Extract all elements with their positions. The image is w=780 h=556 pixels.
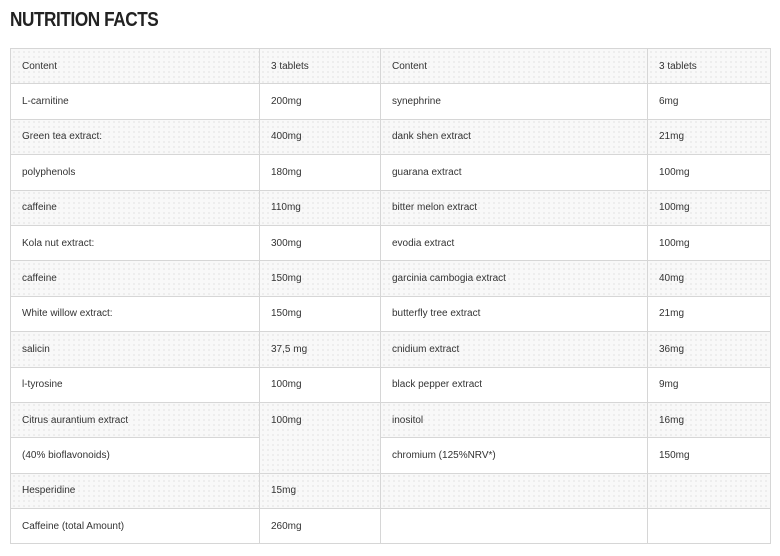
ingredient-name: Kola nut extract: — [11, 225, 260, 260]
table-row — [11, 225, 771, 260]
ingredient-name: (40% bioflavonoids) — [11, 438, 260, 473]
ingredient-amount: 6mg — [648, 84, 771, 119]
ingredient-name: butterfly tree extract — [381, 296, 648, 331]
table-row — [11, 438, 771, 473]
table-row — [11, 190, 771, 225]
ingredient-amount: 300mg — [260, 225, 381, 260]
table-row — [11, 332, 771, 367]
table-row — [11, 473, 771, 508]
ingredient-amount: 15mg — [260, 473, 381, 508]
table-row — [11, 84, 771, 119]
ingredient-name: caffeine — [11, 261, 260, 296]
ingredient-name: Green tea extract: — [11, 119, 260, 154]
ingredient-amount: 40mg — [648, 261, 771, 296]
ingredient-amount: 36mg — [648, 332, 771, 367]
ingredient-amount: 150mg — [260, 261, 381, 296]
ingredient-name: garcinia cambogia extract — [381, 261, 648, 296]
ingredient-amount: 21mg — [648, 296, 771, 331]
table-row — [11, 119, 771, 154]
ingredient-name: chromium (125%NRV*) — [381, 438, 648, 473]
ingredient-name: salicin — [11, 332, 260, 367]
table-row — [11, 402, 771, 437]
ingredient-name: black pepper extract — [381, 367, 648, 402]
ingredient-name: guarana extract — [381, 155, 648, 190]
table-row — [11, 261, 771, 296]
table-row — [11, 296, 771, 331]
ingredient-name — [381, 473, 648, 508]
ingredient-amount: 100mg — [260, 367, 381, 402]
ingredient-name: bitter melon extract — [381, 190, 648, 225]
ingredient-amount: 150mg — [260, 296, 381, 331]
ingredient-amount: 21mg — [648, 119, 771, 154]
ingredient-amount: 260mg — [260, 509, 381, 544]
ingredient-amount: 100mg — [648, 155, 771, 190]
ingredient-name: Hesperidine — [11, 473, 260, 508]
ingredient-name: polyphenols — [11, 155, 260, 190]
header-amount-left: 3 tablets — [260, 49, 381, 84]
page-title: NUTRITION FACTS — [10, 9, 159, 31]
ingredient-amount: 100mg — [648, 190, 771, 225]
ingredient-amount: 150mg — [648, 438, 771, 473]
ingredient-name: caffeine — [11, 190, 260, 225]
ingredient-name — [381, 509, 648, 544]
ingredient-amount: 100mg — [260, 402, 381, 473]
ingredient-name: White willow extract: — [11, 296, 260, 331]
nutrition-table — [10, 48, 771, 544]
ingredient-amount: 180mg — [260, 155, 381, 190]
ingredient-amount — [648, 509, 771, 544]
ingredient-name: Caffeine (total Amount) — [11, 509, 260, 544]
table-row — [11, 509, 771, 544]
ingredient-name: L-carnitine — [11, 84, 260, 119]
ingredient-name: dank shen extract — [381, 119, 648, 154]
ingredient-amount — [648, 473, 771, 508]
ingredient-amount: 16mg — [648, 402, 771, 437]
header-amount-right: 3 tablets — [648, 49, 771, 84]
header-content-left: Content — [11, 49, 260, 84]
header-content-right: Content — [381, 49, 648, 84]
table-header-row — [11, 49, 771, 84]
ingredient-amount: 110mg — [260, 190, 381, 225]
table-row — [11, 367, 771, 402]
ingredient-amount: 400mg — [260, 119, 381, 154]
ingredient-name: synephrine — [381, 84, 648, 119]
ingredient-name: inositol — [381, 402, 648, 437]
ingredient-amount: 100mg — [648, 225, 771, 260]
ingredient-name: l-tyrosine — [11, 367, 260, 402]
ingredient-name: evodia extract — [381, 225, 648, 260]
ingredient-amount: 37,5 mg — [260, 332, 381, 367]
ingredient-amount: 9mg — [648, 367, 771, 402]
table-row — [11, 155, 771, 190]
ingredient-name: cnidium extract — [381, 332, 648, 367]
ingredient-amount: 200mg — [260, 84, 381, 119]
ingredient-name: Citrus aurantium extract — [11, 402, 260, 437]
